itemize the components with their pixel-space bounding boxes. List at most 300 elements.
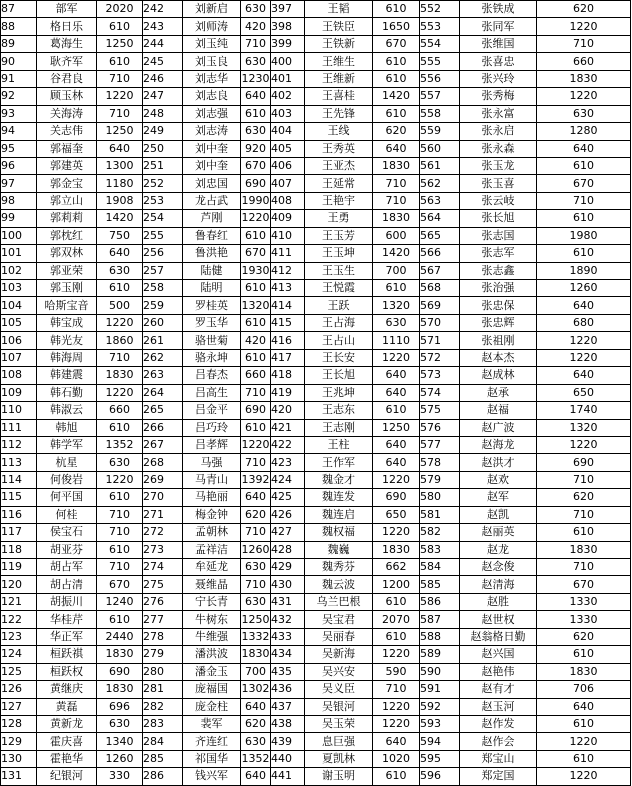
cell-amount: 1320 xyxy=(537,419,631,436)
cell-amount: 1340 xyxy=(97,733,143,750)
cell-index: 429 xyxy=(271,559,305,576)
cell-name: 耿齐军 xyxy=(37,53,97,70)
cell-index: 252 xyxy=(143,175,183,192)
cell-amount: 1330 xyxy=(537,593,631,610)
cell-index: 595 xyxy=(420,750,460,767)
cell-index: 130 xyxy=(1,750,37,767)
cell-amount: 610 xyxy=(97,419,143,436)
cell-amount: 1220 xyxy=(373,698,420,715)
cell-index: 90 xyxy=(1,53,37,70)
cell-index: 555 xyxy=(420,53,460,70)
cell-index: 431 xyxy=(271,593,305,610)
cell-amount: 610 xyxy=(373,105,420,122)
cell-index: 98 xyxy=(1,192,37,209)
cell-name: 张志鑫 xyxy=(460,262,537,279)
cell-index: 272 xyxy=(143,524,183,541)
cell-index: 434 xyxy=(271,646,305,663)
cell-name: 赵念俊 xyxy=(460,559,537,576)
cell-amount: 1230 xyxy=(241,70,271,87)
cell-name: 裴军 xyxy=(183,715,241,732)
cell-name: 吴新海 xyxy=(305,646,373,663)
table-row xyxy=(1,227,631,244)
cell-index: 565 xyxy=(420,227,460,244)
cell-amount: 1930 xyxy=(241,262,271,279)
cell-amount: 1830 xyxy=(373,210,420,227)
cell-index: 99 xyxy=(1,210,37,227)
cell-index: 426 xyxy=(271,506,305,523)
cell-index: 408 xyxy=(271,192,305,209)
cell-amount: 1260 xyxy=(97,750,143,767)
cell-name: 吴义臣 xyxy=(305,681,373,698)
cell-index: 407 xyxy=(271,175,305,192)
cell-name: 部军 xyxy=(37,1,97,18)
cell-amount: 1320 xyxy=(241,297,271,314)
cell-amount: 690 xyxy=(537,454,631,471)
table-row xyxy=(1,175,631,192)
cell-name: 张铁成 xyxy=(460,1,537,18)
cell-name: 张治强 xyxy=(460,280,537,297)
cell-name: 吴丽春 xyxy=(305,628,373,645)
cell-index: 558 xyxy=(420,105,460,122)
cell-name: 牟延龙 xyxy=(183,559,241,576)
cell-index: 273 xyxy=(143,541,183,558)
cell-amount: 1220 xyxy=(97,88,143,105)
cell-amount: 1220 xyxy=(241,210,271,227)
cell-amount: 710 xyxy=(97,349,143,366)
cell-amount: 710 xyxy=(97,105,143,122)
cell-name: 赵玉河 xyxy=(460,698,537,715)
cell-amount: 1220 xyxy=(97,384,143,401)
cell-amount: 1240 xyxy=(97,593,143,610)
cell-name: 郑宝山 xyxy=(460,750,537,767)
table-row xyxy=(1,245,631,262)
cell-amount: 610 xyxy=(241,314,271,331)
cell-index: 424 xyxy=(271,471,305,488)
cell-index: 275 xyxy=(143,576,183,593)
cell-amount: 590 xyxy=(373,663,420,680)
cell-amount: 1830 xyxy=(97,646,143,663)
cell-name: 刘中奎 xyxy=(183,140,241,157)
table-row xyxy=(1,192,631,209)
cell-index: 575 xyxy=(420,402,460,419)
cell-index: 113 xyxy=(1,454,37,471)
cell-index: 94 xyxy=(1,123,37,140)
cell-amount: 630 xyxy=(241,123,271,140)
cell-index: 264 xyxy=(143,384,183,401)
cell-name: 刘师涛 xyxy=(183,18,241,35)
cell-name: 赵胜 xyxy=(460,593,537,610)
cell-index: 422 xyxy=(271,436,305,453)
cell-index: 438 xyxy=(271,715,305,732)
cell-amount: 670 xyxy=(537,576,631,593)
cell-index: 121 xyxy=(1,593,37,610)
cell-amount: 700 xyxy=(373,262,420,279)
cell-amount: 1280 xyxy=(537,123,631,140)
cell-name: 牛树东 xyxy=(183,611,241,628)
cell-amount: 710 xyxy=(537,471,631,488)
cell-name: 陆健 xyxy=(183,262,241,279)
cell-index: 255 xyxy=(143,227,183,244)
cell-amount: 1302 xyxy=(241,681,271,698)
cell-name: 郭双林 xyxy=(37,245,97,262)
cell-name: 顾玉林 xyxy=(37,88,97,105)
table-row xyxy=(1,715,631,732)
cell-name: 魏秀芬 xyxy=(305,559,373,576)
cell-amount: 610 xyxy=(97,280,143,297)
cell-index: 406 xyxy=(271,157,305,174)
cell-amount: 610 xyxy=(537,157,631,174)
cell-amount: 1830 xyxy=(241,646,271,663)
cell-index: 584 xyxy=(420,559,460,576)
cell-name: 何平国 xyxy=(37,489,97,506)
cell-name: 张秀梅 xyxy=(460,88,537,105)
cell-name: 刘中奎 xyxy=(183,157,241,174)
cell-name: 赵艳伟 xyxy=(460,663,537,680)
cell-amount: 1220 xyxy=(537,18,631,35)
cell-name: 王铁新 xyxy=(305,35,373,52)
table-row xyxy=(1,576,631,593)
cell-name: 钱兴军 xyxy=(183,768,241,785)
cell-name: 郭建英 xyxy=(37,157,97,174)
cell-amount: 640 xyxy=(373,733,420,750)
cell-name: 张忠辉 xyxy=(460,314,537,331)
cell-amount: 610 xyxy=(373,280,420,297)
cell-amount: 1392 xyxy=(241,471,271,488)
cell-index: 561 xyxy=(420,157,460,174)
cell-amount: 640 xyxy=(537,367,631,384)
cell-index: 571 xyxy=(420,332,460,349)
cell-amount: 640 xyxy=(373,454,420,471)
cell-index: 244 xyxy=(143,35,183,52)
cell-amount: 1890 xyxy=(537,262,631,279)
cell-index: 95 xyxy=(1,140,37,157)
cell-name: 霍庆喜 xyxy=(37,733,97,750)
cell-index: 576 xyxy=(420,419,460,436)
cell-amount: 710 xyxy=(241,384,271,401)
cell-name: 赵洪才 xyxy=(460,454,537,471)
cell-name: 张兴玲 xyxy=(460,70,537,87)
cell-amount: 610 xyxy=(241,349,271,366)
cell-amount: 660 xyxy=(97,402,143,419)
cell-name: 郭玉刚 xyxy=(37,280,97,297)
cell-amount: 640 xyxy=(373,384,420,401)
cell-amount: 1220 xyxy=(97,314,143,331)
cell-name: 吴兴安 xyxy=(305,663,373,680)
cell-amount: 1980 xyxy=(537,227,631,244)
cell-name: 王长旭 xyxy=(305,367,373,384)
cell-name: 聂维晶 xyxy=(183,576,241,593)
cell-index: 560 xyxy=(420,140,460,157)
cell-name: 王韬 xyxy=(305,1,373,18)
cell-name: 吴宝君 xyxy=(305,611,373,628)
cell-name: 王秀英 xyxy=(305,140,373,157)
cell-name: 王兆坤 xyxy=(305,384,373,401)
cell-amount: 690 xyxy=(373,489,420,506)
cell-amount: 630 xyxy=(97,715,143,732)
cell-amount: 710 xyxy=(241,35,271,52)
cell-amount: 610 xyxy=(373,593,420,610)
cell-index: 580 xyxy=(420,489,460,506)
cell-amount: 710 xyxy=(373,681,420,698)
cell-index: 276 xyxy=(143,593,183,610)
cell-amount: 1740 xyxy=(537,402,631,419)
cell-index: 415 xyxy=(271,314,305,331)
cell-name: 张祖刚 xyxy=(460,332,537,349)
cell-name: 赵兴国 xyxy=(460,646,537,663)
cell-index: 128 xyxy=(1,715,37,732)
cell-amount: 610 xyxy=(537,524,631,541)
cell-index: 285 xyxy=(143,750,183,767)
cell-amount: 620 xyxy=(241,715,271,732)
cell-amount: 1330 xyxy=(537,611,631,628)
cell-name: 王柱 xyxy=(305,436,373,453)
cell-name: 哈斯宝音 xyxy=(37,297,97,314)
table-row xyxy=(1,18,631,35)
cell-name: 王线 xyxy=(305,123,373,140)
cell-index: 261 xyxy=(143,332,183,349)
cell-index: 593 xyxy=(420,715,460,732)
cell-name: 刘新启 xyxy=(183,1,241,18)
cell-amount: 1830 xyxy=(97,681,143,698)
cell-index: 398 xyxy=(271,18,305,35)
cell-index: 430 xyxy=(271,576,305,593)
table-row xyxy=(1,157,631,174)
cell-name: 王玉生 xyxy=(305,262,373,279)
cell-index: 574 xyxy=(420,384,460,401)
cell-name: 王延常 xyxy=(305,175,373,192)
cell-index: 594 xyxy=(420,733,460,750)
cell-name: 侯宝石 xyxy=(37,524,97,541)
cell-amount: 610 xyxy=(373,53,420,70)
cell-amount: 1830 xyxy=(537,541,631,558)
cell-name: 刘志涛 xyxy=(183,123,241,140)
cell-index: 592 xyxy=(420,698,460,715)
cell-index: 435 xyxy=(271,663,305,680)
cell-index: 105 xyxy=(1,314,37,331)
cell-name: 胡占清 xyxy=(37,576,97,593)
cell-name: 赵凯 xyxy=(460,506,537,523)
cell-name: 张志国 xyxy=(460,227,537,244)
cell-amount: 420 xyxy=(241,18,271,35)
cell-index: 556 xyxy=(420,70,460,87)
cell-amount: 640 xyxy=(373,140,420,157)
cell-index: 89 xyxy=(1,35,37,52)
cell-index: 125 xyxy=(1,663,37,680)
cell-index: 585 xyxy=(420,576,460,593)
cell-name: 谢玉明 xyxy=(305,768,373,785)
cell-amount: 710 xyxy=(241,524,271,541)
cell-name: 格日乐 xyxy=(37,18,97,35)
cell-name: 齐连红 xyxy=(183,733,241,750)
cell-index: 416 xyxy=(271,332,305,349)
cell-name: 赵福 xyxy=(460,402,537,419)
table-row xyxy=(1,35,631,52)
cell-name: 夏凯林 xyxy=(305,750,373,767)
cell-index: 436 xyxy=(271,681,305,698)
cell-amount: 1220 xyxy=(537,768,631,785)
cell-index: 586 xyxy=(420,593,460,610)
cell-amount: 1830 xyxy=(537,663,631,680)
cell-amount: 710 xyxy=(537,506,631,523)
cell-index: 421 xyxy=(271,419,305,436)
cell-name: 张维国 xyxy=(460,35,537,52)
cell-index: 440 xyxy=(271,750,305,767)
cell-index: 425 xyxy=(271,489,305,506)
cell-amount: 920 xyxy=(241,140,271,157)
cell-index: 266 xyxy=(143,419,183,436)
cell-name: 龙占武 xyxy=(183,192,241,209)
cell-amount: 630 xyxy=(97,454,143,471)
cell-name: 张永启 xyxy=(460,123,537,140)
cell-index: 566 xyxy=(420,245,460,262)
cell-index: 242 xyxy=(143,1,183,18)
cell-name: 梅金钟 xyxy=(183,506,241,523)
cell-index: 258 xyxy=(143,280,183,297)
cell-index: 404 xyxy=(271,123,305,140)
cell-index: 405 xyxy=(271,140,305,157)
cell-amount: 630 xyxy=(537,105,631,122)
cell-amount: 660 xyxy=(241,367,271,384)
cell-index: 417 xyxy=(271,349,305,366)
cell-amount: 670 xyxy=(241,157,271,174)
table-row xyxy=(1,506,631,523)
cell-amount: 610 xyxy=(373,768,420,785)
table-row xyxy=(1,471,631,488)
cell-amount: 696 xyxy=(97,698,143,715)
table-row xyxy=(1,140,631,157)
cell-amount: 1020 xyxy=(373,750,420,767)
cell-name: 关海涛 xyxy=(37,105,97,122)
cell-name: 胡亚芬 xyxy=(37,541,97,558)
cell-amount: 710 xyxy=(241,576,271,593)
cell-index: 269 xyxy=(143,471,183,488)
cell-name: 庞金柱 xyxy=(183,698,241,715)
cell-index: 274 xyxy=(143,559,183,576)
cell-index: 423 xyxy=(271,454,305,471)
cell-index: 247 xyxy=(143,88,183,105)
cell-name: 吴银河 xyxy=(305,698,373,715)
cell-amount: 610 xyxy=(373,402,420,419)
cell-amount: 620 xyxy=(537,489,631,506)
cell-amount: 2440 xyxy=(97,628,143,645)
cell-amount: 1220 xyxy=(537,436,631,453)
cell-index: 107 xyxy=(1,349,37,366)
cell-index: 251 xyxy=(143,157,183,174)
cell-amount: 1220 xyxy=(537,332,631,349)
cell-index: 97 xyxy=(1,175,37,192)
cell-amount: 1220 xyxy=(373,524,420,541)
cell-index: 568 xyxy=(420,280,460,297)
cell-amount: 500 xyxy=(97,297,143,314)
cell-amount: 650 xyxy=(373,506,420,523)
cell-amount: 1220 xyxy=(373,471,420,488)
cell-amount: 610 xyxy=(373,1,420,18)
cell-name: 罗桂英 xyxy=(183,297,241,314)
cell-amount: 710 xyxy=(373,192,420,209)
cell-index: 96 xyxy=(1,157,37,174)
cell-amount: 610 xyxy=(97,611,143,628)
cell-name: 陆明 xyxy=(183,280,241,297)
cell-amount: 630 xyxy=(241,733,271,750)
cell-amount: 610 xyxy=(373,628,420,645)
cell-amount: 640 xyxy=(241,489,271,506)
cell-index: 270 xyxy=(143,489,183,506)
cell-name: 华正军 xyxy=(37,628,97,645)
cell-amount: 1990 xyxy=(241,192,271,209)
cell-name: 纪银河 xyxy=(37,768,97,785)
cell-index: 572 xyxy=(420,349,460,366)
table-row xyxy=(1,628,631,645)
table-row xyxy=(1,88,631,105)
cell-name: 骆永坤 xyxy=(183,349,241,366)
cell-amount: 1908 xyxy=(97,192,143,209)
table-row xyxy=(1,105,631,122)
table-row xyxy=(1,436,631,453)
cell-name: 王占海 xyxy=(305,314,373,331)
cell-name: 息巨强 xyxy=(305,733,373,750)
cell-name: 魏金才 xyxy=(305,471,373,488)
table-row xyxy=(1,454,631,471)
cell-name: 何桂 xyxy=(37,506,97,523)
cell-index: 254 xyxy=(143,210,183,227)
cell-name: 胡占军 xyxy=(37,559,97,576)
cell-index: 91 xyxy=(1,70,37,87)
cell-name: 马青山 xyxy=(183,471,241,488)
cell-name: 赵丽英 xyxy=(460,524,537,541)
cell-index: 112 xyxy=(1,436,37,453)
cell-index: 92 xyxy=(1,88,37,105)
cell-name: 王志刚 xyxy=(305,419,373,436)
cell-index: 559 xyxy=(420,123,460,140)
cell-name: 刘玉纯 xyxy=(183,35,241,52)
cell-name: 赵作会 xyxy=(460,733,537,750)
cell-index: 399 xyxy=(271,35,305,52)
cell-amount: 610 xyxy=(537,715,631,732)
cell-index: 103 xyxy=(1,280,37,297)
cell-amount: 1830 xyxy=(373,541,420,558)
cell-name: 魏巍 xyxy=(305,541,373,558)
cell-amount: 690 xyxy=(241,175,271,192)
cell-index: 267 xyxy=(143,436,183,453)
cell-index: 411 xyxy=(271,245,305,262)
cell-name: 王喜桂 xyxy=(305,88,373,105)
cell-name: 赵本杰 xyxy=(460,349,537,366)
cell-amount: 1830 xyxy=(97,367,143,384)
cell-index: 569 xyxy=(420,297,460,314)
cell-index: 282 xyxy=(143,698,183,715)
cell-amount: 1320 xyxy=(373,297,420,314)
cell-amount: 620 xyxy=(373,123,420,140)
cell-index: 409 xyxy=(271,210,305,227)
cell-name: 赵海龙 xyxy=(460,436,537,453)
cell-index: 102 xyxy=(1,262,37,279)
table-row xyxy=(1,349,631,366)
cell-name: 吕高生 xyxy=(183,384,241,401)
cell-index: 557 xyxy=(420,88,460,105)
cell-index: 279 xyxy=(143,646,183,663)
cell-index: 418 xyxy=(271,367,305,384)
cell-index: 108 xyxy=(1,367,37,384)
cell-name: 赵清海 xyxy=(460,576,537,593)
cell-index: 88 xyxy=(1,18,37,35)
cell-amount: 710 xyxy=(373,175,420,192)
cell-amount: 640 xyxy=(241,698,271,715)
cell-index: 596 xyxy=(420,768,460,785)
cell-index: 433 xyxy=(271,628,305,645)
cell-amount: 710 xyxy=(537,35,631,52)
cell-amount: 1420 xyxy=(97,210,143,227)
cell-amount: 1220 xyxy=(373,349,420,366)
